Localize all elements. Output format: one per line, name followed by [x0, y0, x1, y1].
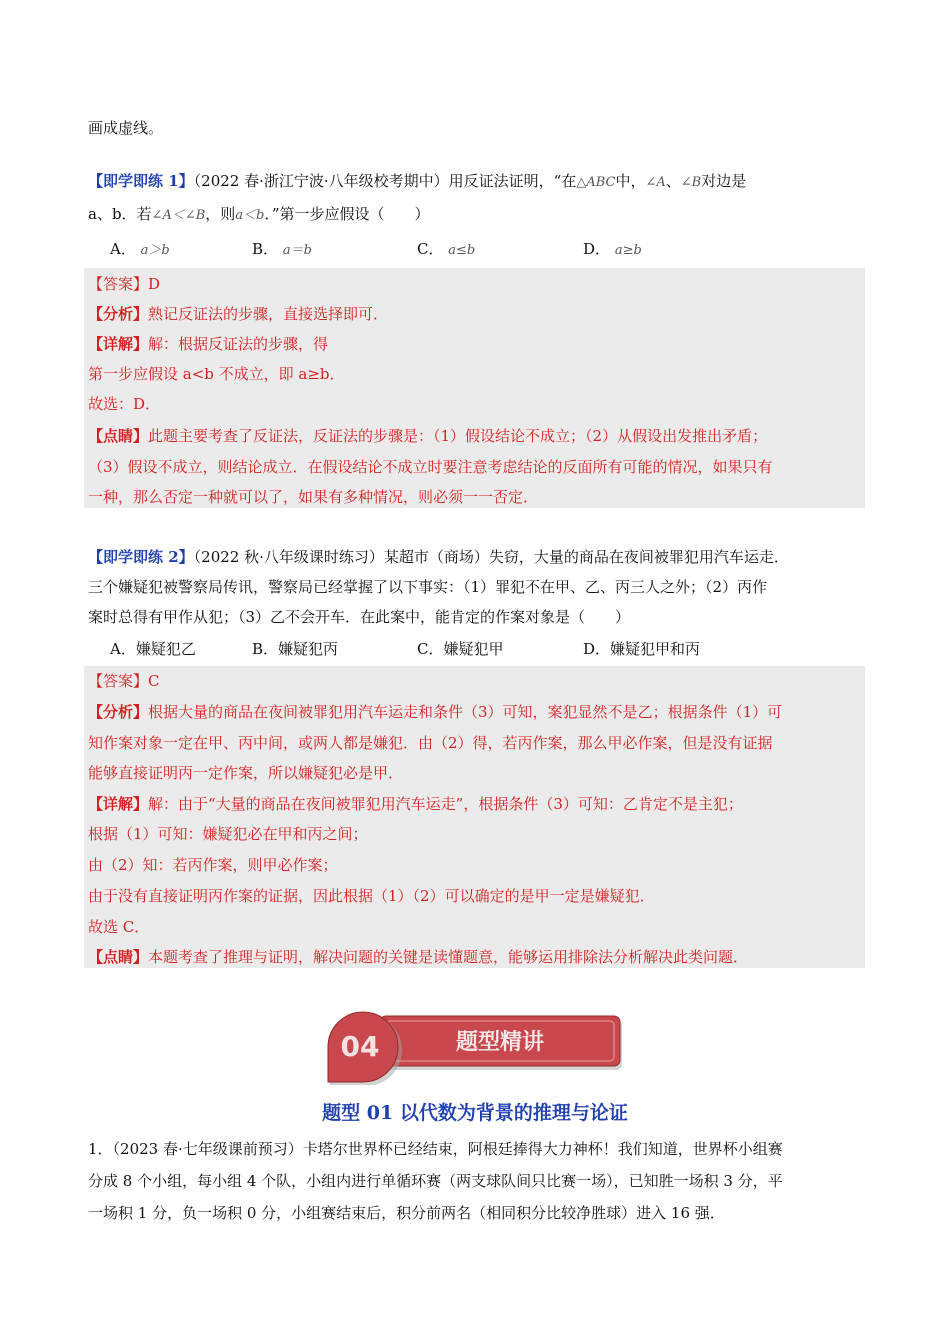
q1-analysis: 【分析】熟记反证法的步骤，直接选择即可． — [88, 305, 389, 323]
q2-point: 【点睛】本题考查了推理与证明，解决问题的关键是读懂题意，能够运用排除法分析解决此类问题． — [88, 948, 749, 966]
q1-detail: 【详解】解：根据反证法的步骤，得 — [88, 335, 329, 353]
q2-analysis-line3: 能够直接证明丙一定作案，所以嫌疑犯必是甲． — [88, 764, 404, 782]
q1-option-b[interactable]: B． a＝b — [252, 240, 312, 258]
q1-detail-line2: 第一步应假设 a<b 不成立，即 a≥b． — [88, 365, 345, 383]
q2-choose: 故选 C． — [88, 918, 150, 936]
q2-tag: 【即学即练 2】 — [88, 548, 194, 566]
type-heading: 题型 01 以代数为背景的推理与论证 — [322, 1102, 628, 1124]
q1-option-a[interactable]: A． a＞b — [110, 240, 170, 258]
q1-answer: 【答案】D — [88, 275, 161, 293]
q1-stem-line2: a、b．若∠A＜∠B，则a＜b．”第一步应假设（ ） — [88, 205, 430, 223]
q2-option-a[interactable]: A．嫌疑犯乙 — [110, 640, 196, 658]
section-number: 04 — [340, 1030, 380, 1063]
q2-detail-line2: 根据（1）可知：嫌疑犯必在甲和丙之间； — [88, 825, 368, 843]
q1-option-c[interactable]: C． a≤b — [417, 240, 476, 258]
problem1-line1: 1．（2023 春·七年级课前预习）卡塔尔世界杯已经结束，阿根廷捧得大力神杯！我们知道，世界杯小组赛 — [88, 1140, 783, 1158]
q2-answer: 【答案】C — [88, 672, 160, 690]
q1-tag: 【即学即练 1】 — [88, 172, 194, 190]
q1-stem-line1: 【即学即练 1】（2022 春·浙江宁波·八年级校考期中）用反证法证明，“在△ABC中，∠A、∠B对边是 — [88, 172, 747, 190]
section-banner — [326, 1010, 626, 1085]
problem1-line3: 一场积 1 分，负一场积 0 分，小组赛结束后，积分前两名（相同积分比较净胜球）进入 16 强． — [88, 1204, 725, 1222]
q2-detail-line4: 由于没有直接证明丙作案的证据，因此根据（1）（2）可以确定的是甲一定是嫌疑犯． — [88, 887, 655, 905]
q2-option-c[interactable]: C．嫌疑犯甲 — [417, 640, 504, 658]
q2-analysis-line1: 【分析】根据大量的商品在夜间被罪犯用汽车运走和条件（3）可知，案犯显然不是乙；根据条件（1）可 — [88, 703, 783, 721]
q2-detail-line3: 由（2）知：若丙作案，则甲必作案； — [88, 856, 338, 874]
q1-option-d[interactable]: D． a≥b — [583, 240, 642, 258]
intro-line: 画成虚线。 — [88, 119, 164, 137]
q1-point-line2: （3）假设不成立，则结论成立．在假设结论不成立时要注意考虑结论的反面所有可能的情况，如果只有 — [88, 458, 773, 476]
section-title: 题型精讲 — [455, 1030, 545, 1055]
q1-point-line1: 【点睛】此题主要考查了反证法，反证法的步骤是：（1）假设结论不成立；（2）从假设出发推出矛盾； — [88, 427, 768, 445]
q1-choose: 故选：D． — [88, 395, 161, 413]
q2-option-d[interactable]: D．嫌疑犯甲和丙 — [583, 640, 701, 658]
q1-point-line3: 一种，那么否定一种就可以了，如果有多种情况，则必须一一否定． — [88, 488, 539, 506]
q2-analysis-line2: 知作案对象一定在甲、丙中间，或两人都是嫌犯．由（2）得，若丙作案，那么甲必作案，但是没有证据 — [88, 734, 773, 752]
q2-detail-line1: 【详解】解：由于“大量的商品在夜间被罪犯用汽车运走”，根据条件（3）可知：乙肯定不是主犯； — [88, 795, 743, 813]
q2-option-b[interactable]: B．嫌疑犯丙 — [252, 640, 339, 658]
q2-stem-line1: 【即学即练 2】（2022 秋·八年级课时练习）某超市（商场）失窃，大量的商品在夜间被罪犯用汽车运走． — [88, 548, 789, 566]
problem1-line2: 分成 8 个小组，每小组 4 个队，小组内进行单循环赛（两支球队间只比赛一场），已知胜一场积 3 分，平 — [88, 1172, 783, 1190]
q2-stem-line3: 案时总得有甲作从犯；（3）乙不会开车．在此案中，能肯定的作案对象是（ ） — [88, 608, 631, 626]
q2-stem-line2: 三个嫌疑犯被警察局传讯，警察局已经掌握了以下事实：（1）罪犯不在甲、乙、丙三人之外；（2）丙作 — [88, 578, 768, 596]
